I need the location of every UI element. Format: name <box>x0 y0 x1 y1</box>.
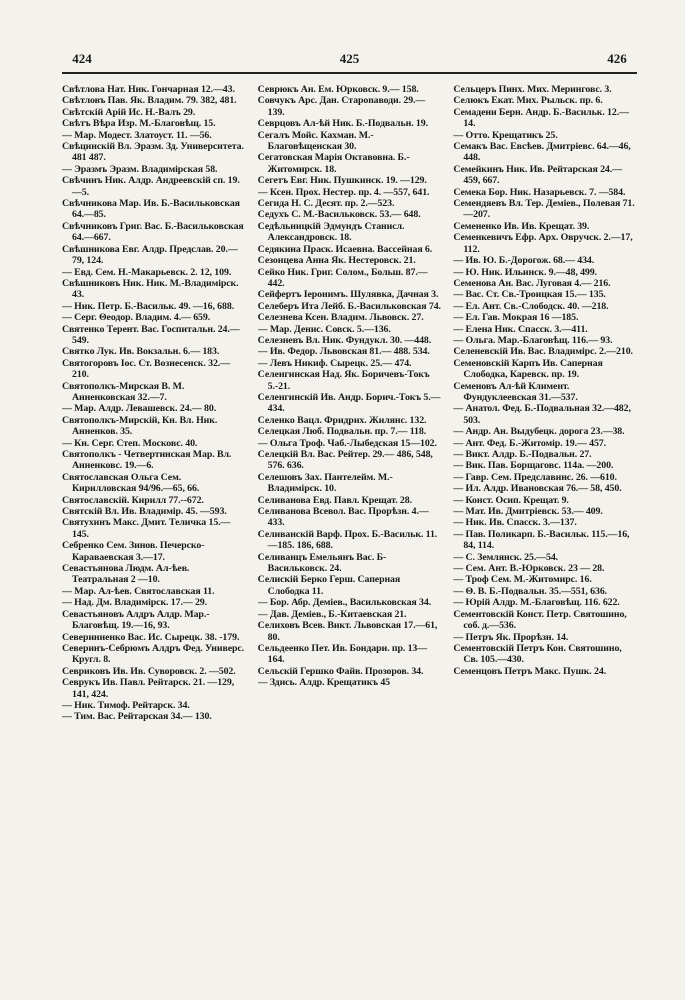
directory-entry: Святскій Вл. Ив. Владимір. 45. —593. <box>62 506 227 518</box>
directory-entry: Седѣльницкій Эдмундъ Станисл. Александровск. 18. <box>257 220 405 244</box>
directory-entry: — Ник. Тимоф. Рейтарск. 34. <box>62 699 190 711</box>
directory-entry: — Конст. Осип. Крещат. 9. <box>453 494 569 506</box>
right-page-number: 426 <box>607 51 627 66</box>
directory-entry: — Ольга. Мар.-Благовѣщ. 116.— 93. <box>453 334 613 346</box>
directory-entry: Святенко Терент. Вас. Госпитальн. 24.—549. <box>62 323 240 346</box>
directory-entry: — Вас. Ст. Св.-Троицкая 15.— 135. <box>453 289 606 301</box>
directory-entry: Сегида Н. С. Десят. пр. 2.—523. <box>257 198 395 210</box>
directory-entry: Свѣчниковъ Григ. Вас. Б.-Васильковская 64.—667. <box>62 220 244 244</box>
directory-entry: — Ю. Ник. Ильинск. 9.—48, 499. <box>453 266 597 278</box>
directory-entry: — Мар. Модест. Златоуст. 11. —56. <box>62 129 212 141</box>
directory-entry: — Серг. Θеодор. Владим. 4.— 659. <box>62 312 211 324</box>
directory-entry: Селиванова Всевол. Вас. Прорѣзн. 4.—433. <box>257 506 429 529</box>
directory-entry: — Здись. Алдр. Крещатикъ 45 <box>257 677 390 689</box>
directory-entry: Селенгинская Над. Як. Боричевъ-Токъ 5.-21. <box>257 369 430 392</box>
directory-entry: Свѣтловъ Пав. Як. Владим. 79. 382, 481. <box>62 95 237 107</box>
directory-entry: Севрюкъ Ан. Ем. Юрковск. 9.— 158. <box>257 84 419 95</box>
directory-entry: — Мат. Ив. Дмитріевск. 53.— 409. <box>453 506 603 518</box>
directory-entry: Свѣшниковъ Ник. Ник. М.-Владимірск. 43. <box>62 277 239 301</box>
directory-entry: Селюкъ Екат. Мих. Рыльск. пр. 6. <box>453 95 603 107</box>
center-page-number: 425 <box>339 51 360 66</box>
directory-entry: — Елена Ник. Спасск. 3.—411. <box>453 323 588 335</box>
page-header <box>62 50 637 68</box>
directory-entry: Селецкая Люб. Подвальн. пр. 7.— 118. <box>257 426 427 438</box>
directory-entry: Свѣтлова Нат. Ник. Гончарная 12.—43. <box>62 84 235 95</box>
directory-entry: Святогоровъ Іос. Ст. Вознесенск. 32.—210. <box>62 357 230 381</box>
directory-entry: Сегалъ Мойс. Кахман. М.-Благовѣщенская 30. <box>257 129 374 153</box>
directory-entry: Селиванскій Варф. Прох. Б.-Васильк. 11.—185. 186, 688. <box>257 528 438 552</box>
directory-entry: Святополкъ - Четвертинская Мар. Вл. Анненковс. 19.—6. <box>62 449 232 472</box>
directory-entry: Сейко Ник. Григ. Солом., Больш. 87.—442. <box>257 266 428 289</box>
directory-entry: Северинненко Вас. Ис. Сырецк. 38. -179. <box>62 631 240 643</box>
directory-entry: Семенцовъ Петръ Макс. Пушк. 24. <box>453 665 607 677</box>
directory-entry: — Ив. Ю. Б.-Дорогож. 68.— 434. <box>453 255 595 267</box>
directory-entry: Свѣтъ Вѣра Изр. М.-Благовѣщ. 15. <box>62 118 216 130</box>
directory-entry: Селезнева Ксен. Владим. Львовск. 27. <box>257 312 424 324</box>
directory-entry: Сейфертъ Іеронимъ. Шулявка, Дачная 3. <box>257 289 439 301</box>
directory-entry: — Троф Сем. М.-Житомирс. 16. <box>453 574 592 586</box>
column-right <box>453 84 637 984</box>
directory-entry: Святополкъ-Мирская В. М. Анненковская 32.—7. <box>62 380 185 403</box>
directory-entry: — Мар. Ал-ѣев. Святославская 11. <box>62 585 215 597</box>
directory-entry: — Ник. Ив. Спасск. 3.—137. <box>453 517 577 529</box>
directory-entry: Селеневскій Ив. Вас. Владимірс. 2.—210. <box>453 346 633 358</box>
directory-entry: — Над. Дм. Владимірск. 17.— 29. <box>62 597 208 609</box>
directory-entry: Свѣчинъ Ник. Алдр. Андреевскій сп. 19.—5. <box>62 175 240 198</box>
directory-entry: — Мар. Денис. Совск. 5.—136. <box>257 323 391 335</box>
directory-entry: Селенгинскій Ив. Андр. Борич.-Токъ 5.—434. <box>257 391 441 415</box>
directory-entry: Семендяевъ Вл. Тер. Деміев., Полевая 71.—207. <box>453 198 635 221</box>
directory-entry: Святополкъ-Мирскій, Кн. Вл. Ник. Анненков. 35. <box>62 414 218 438</box>
directory-entry: — Гавр. Сем. Предславинс. 26. —610. <box>453 471 617 483</box>
directory-entry: Семека Бор. Ник. Назарьевск. 7. —584. <box>453 186 626 198</box>
directory-entry: Святославскій. Кирилл 77.--672. <box>62 494 204 506</box>
directory-entry: Свѣтскій Арій Ис. Н.-Валъ 29. <box>62 106 196 118</box>
directory-entry: Севастьянова Людм. Ал-ѣев. Театральная 2 —10. <box>62 563 190 586</box>
directory-entry: — Ив. Федор. Львовская 81.— 488. 534. <box>257 346 430 358</box>
directory-entry: — Ел. Ант. Св.-Слободск. 40. —218. <box>453 300 609 312</box>
directory-entry: Сезонцева Анна Як. Нестеровск. 21. <box>257 255 416 267</box>
directory-entry: — Кн. Серг. Степ. Московс. 40. <box>62 437 198 449</box>
directory-entry: Семадени Берн. Андр. Б.-Васильк. 12.—14. <box>453 106 629 130</box>
directory-entry: Севастьяновъ Алдръ Алдр. Мар.-Благовѣщ. 19.—16, 93. <box>62 608 210 632</box>
directory-entry: Семеновъ Ал-ѣй Климент. Фундуклеевская 31.—537. <box>453 380 578 403</box>
directory-entry: Сельскій Гершко Файв. Прозоров. 34. <box>257 665 424 677</box>
directory-entry: Селиховъ Всев. Викт. Львовская 17.—61, 80. <box>257 620 438 643</box>
directory-entry: — Петръ Як. Прорѣзн. 14. <box>453 631 569 643</box>
directory-entry: — Андр. Ан. Выдубецк. дорога 23.—38. <box>453 426 625 438</box>
directory-entry: Седякина Праск. Исаевна. Вассейная 6. <box>257 243 433 255</box>
directory-entry: Седухъ С. М.-Васильковск. 53.— 648. <box>257 209 421 221</box>
directory-entry: — Дав. Деміев., Б.-Китаевская 21. <box>257 608 407 620</box>
directory-entry: — Ник. Петр. Б.-Васильк. 49. —16, 688. <box>62 300 235 312</box>
directory-entry: — Вик. Пав. Борщаговс. 114а. —200. <box>453 460 614 472</box>
directory-entry: — Ксен. Прох. Нестер. пр. 4. —557, 641. <box>257 186 430 198</box>
directory-entry: Свѣчникова Мар. Ив. Б.-Васильковская 64.—85. <box>62 198 240 221</box>
column-middle <box>258 84 442 984</box>
directory-entry: — Ил. Алдр. Ивановская 76.— 58, 450. <box>453 483 622 495</box>
directory-entry: — Тим. Вас. Рейтарская 34.— 130. <box>62 711 212 723</box>
directory-entry: Семакъ Вас. Евсѣев. Дмитріевс. 64.—46, 448. <box>453 141 631 164</box>
directory-entry: Сегетъ Евг. Ник. Пушкинск. 19. —129. <box>257 175 427 187</box>
directory-entry: Селенко Вацл. Фридрих. Жилянс. 132. <box>257 414 427 426</box>
column-left <box>62 84 246 984</box>
directory-entry: Семененко Ив. Ив. Крещат. 39. <box>453 220 590 232</box>
directory-entry: Селецкій Вл. Вас. Рейтер. 29.— 486, 548, 576. 636. <box>257 449 433 472</box>
directory-entry: — Викт. Алдр. Б.-Подвальн. 27. <box>453 449 592 460</box>
directory-entry: Святко Лук. Ив. Вокзальн. 6.— 183. <box>62 346 220 358</box>
directory-entry: — Бор. Абр. Деміев., Васильковская 34. <box>257 597 432 609</box>
directory-entry: Селешовъ Зах. Пантелейм. М.-Владимірск. 10. <box>257 471 393 495</box>
directory-entry: Сельцеръ Пинх. Мих. Меринговс. 3. <box>453 84 612 95</box>
directory-entry: Семейкинъ Ник. Ив. Рейтарская 24.—459, 667. <box>453 163 622 187</box>
directory-entry: Святославская Ольга Сем. Кирилловская 94/96.—65, 66. <box>62 471 200 495</box>
directory-entry: Севрукъ Ив. Павл. Рейтарск. 21. —129, 141, 424. <box>62 677 235 700</box>
directory-entry: — Отто. Крещатикъ 25. <box>453 129 558 141</box>
directory-entry: Селискій Берко Герш. Саперная Слободка 11. <box>257 574 401 597</box>
directory-entry: Семеновскій Карпъ Ив. Саперная Слободка, Каревск. пр. 19. <box>453 357 603 381</box>
directory-entry: — С. Землянск. 25.—54. <box>453 551 559 563</box>
directory-entry: Свѣшникова Евг. Алдр. Предслав. 20.—79, 124. <box>62 243 238 267</box>
directory-entry: Совчукъ Арс. Дан. Староnаводи. 29.—139. <box>257 95 426 118</box>
header-rule <box>62 72 637 74</box>
directory-entry: Селиванцъ Емельянъ Вас. Б-Васильковск. 24. <box>257 551 387 575</box>
directory-entry: Сельдеенко Пет. Ив. Бондари. пр. 13—164. <box>257 642 428 666</box>
directory-entry: — Мар. Алдр. Левашевск. 24.— 80. <box>62 403 217 415</box>
directory-entry: — Эразмъ Эразм. Владимірская 58. <box>62 163 218 175</box>
directory-entry: Святухинъ Макс. Дмит. Теличка 15.—145. <box>62 517 231 540</box>
directory-entry: Севрцовъ Ал-ѣй Ник. Б.-Подвальн. 19. <box>257 118 428 130</box>
directory-entry: — Сем. Ант. В.-Юрковск. 23 — 28. <box>453 563 605 575</box>
directory-entry: — Ант. Фед. Б.-Житомір. 19.— 457. <box>453 437 606 449</box>
directory-entry: — Левъ Никиф. Сырецк. 25.— 474. <box>257 357 412 369</box>
directory-entry: — Ольга Троф. Чаб.-Лыбедская 15—102. <box>257 437 437 449</box>
directory-entry: — Θ. В. Б.-Подвальн. 35.—551, 636. <box>453 585 608 597</box>
directory-entry: Семенова Ан. Вас. Луговая 4.— 216. <box>453 277 611 289</box>
directory-entry: Свѣцинскій Вл. Эразм. Зд. Университета. 481 487. <box>62 141 244 164</box>
directory-entry: — Ел. Гав. Мокрая 16 —185. <box>453 312 579 324</box>
directory-entry: Селезневъ Вл. Ник. Фундукл. 30. —448. <box>257 334 432 346</box>
directory-entry: — Пав. Поликарп. Б.-Васильк. 115.—16, 84, 114. <box>453 528 630 552</box>
directory-entry: Семенкевичъ Ефр. Арх. Овручск. 2.—17, 112. <box>453 232 633 255</box>
left-page-number: 424 <box>72 51 92 66</box>
directory-entry: Селиванова Евд. Павл. Крещат. 28. <box>257 494 412 506</box>
directory-entry: Сементовскій Петръ Кон. Святошино, Св. 105.—430. <box>453 642 622 666</box>
directory-entry: Селеберъ Ита Лейб. Б.-Васильковская 74. <box>257 300 441 312</box>
directory-entry: Себренко Сем. Зинов. Печерско-Караваевская 3.—17. <box>62 540 205 563</box>
directory-entry: — Евд. Сем. Н.-Макарьевск. 2. 12, 109. <box>62 266 232 278</box>
directory-columns <box>62 84 637 984</box>
directory-entry: Севриковъ Ив. Ив. Суворовск. 2. —502. <box>62 665 236 677</box>
directory-entry: Сегатовская Марія Октавовна. Б.-Житомирск. 18. <box>257 152 410 175</box>
directory-entry: Северинъ-Себрюмъ Алдръ Фед. Универс. Кругл. 8. <box>62 642 245 666</box>
directory-entry: — Анатол. Фед. Б.-Подвальная 32.—482, 503. <box>453 403 631 426</box>
directory-entry: — Юрій Алдр. М.-Благовѣщ. 116. 622. <box>453 597 620 609</box>
directory-entry: Сементовскій Конст. Петр. Святошино, соб. д.—536. <box>453 608 627 632</box>
